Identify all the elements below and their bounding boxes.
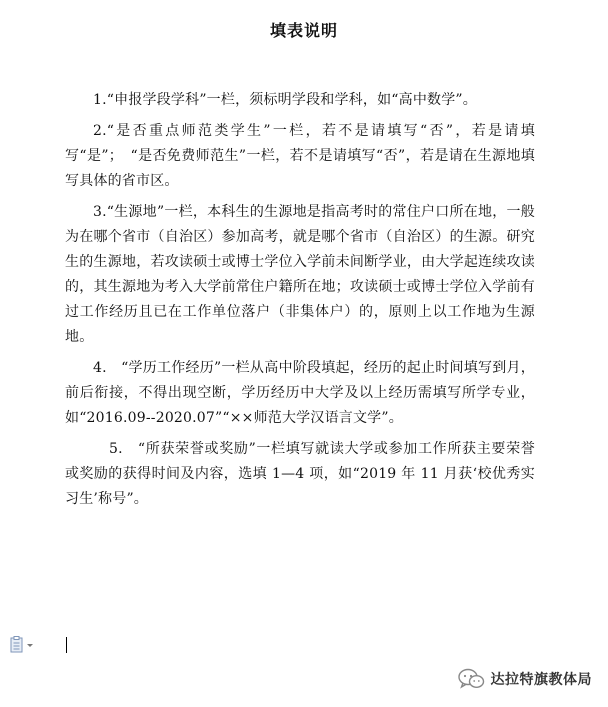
paragraph-5: 5. “所获荣誉或奖励”一栏填写就读大学或参加工作所获主要荣誉或奖励的获得时间及内容，选填 1—4 项，如“2019 年 11 月获‘校优秀实习生’称号”。	[65, 441, 535, 507]
watermark-text: 达拉特旗教体局	[490, 672, 592, 688]
wechat-icon	[457, 668, 485, 690]
paragraph-4: 4. “学历工作经历”一栏从高中阶段填起，经历的起止时间填写到月，前后衔接，不得出现空断，学历经历中大学及以上经历需填写所学专业，如“2016.09--2020.07”“××师范大学汉语言文学”。	[65, 360, 535, 426]
document-body[interactable]	[65, 88, 535, 518]
paragraph-2: 2.“是否重点师范类学生”一栏，若不是请填写“否”，若是请填写“是”； “是否免费师范生”一栏，若不是请填写“否”，若是请在生源地填写具体的省市区。	[65, 123, 535, 189]
text-cursor	[66, 637, 67, 653]
paste-options-icon[interactable]	[8, 636, 38, 654]
watermark	[457, 667, 593, 691]
paragraph-1: 1.“申报学段学科”一栏，须标明学段和学科，如“高中数学”。	[93, 92, 477, 108]
paragraph-3: 3.“生源地”一栏，本科生的生源地是指高考时的常住户口所在地，一般为在哪个省市（自治区）参加高考，就是哪个省市（自治区）的生源。研究生的生源地，若攻读硕士或博士学位入学前未间断学业，由大学起连续攻读的，其生源地为考入大学前常住户籍所在地；攻读硕士或博士学位入学前有过工作经历且已在工作单位落户（非集体户）的，原则上以工作地为生源地。	[65, 204, 535, 345]
document-title: 填表说明	[269, 21, 338, 40]
